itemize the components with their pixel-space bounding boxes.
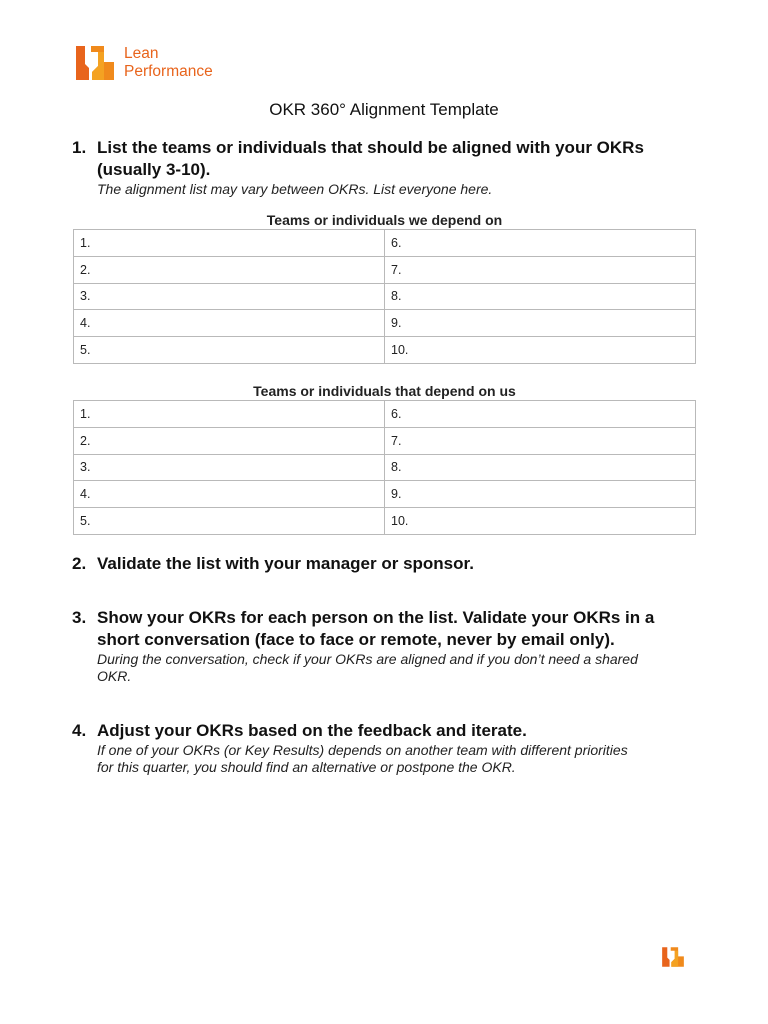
table-cell[interactable]: 1. <box>74 401 385 428</box>
step-3-heading <box>72 607 712 651</box>
table-cell[interactable]: 10. <box>385 508 696 535</box>
step-4-heading-text: Adjust your OKRs based on the feedback and iterate. <box>97 721 527 740</box>
step-1-note: The alignment list may vary between OKRs. List everyone here. <box>97 181 493 197</box>
lean-performance-logo-icon <box>74 42 116 84</box>
logo-line-performance: Performance <box>124 63 213 80</box>
step-1-heading-line2: (usually 3-10). <box>97 160 211 179</box>
table-1-caption: Teams or individuals we depend on <box>266 212 503 228</box>
step-4 <box>72 720 712 776</box>
table-cell[interactable]: 8. <box>385 283 696 310</box>
step-4-note-line1: If one of your OKRs (or Key Results) depends on another team with different priorities <box>97 742 628 758</box>
table-cell[interactable]: 9. <box>385 310 696 337</box>
document-title: OKR 360° Alignment Template <box>269 100 499 119</box>
step-1 <box>72 137 712 198</box>
footer-logo-icon <box>661 945 685 969</box>
step-4-number: 4. <box>72 721 87 740</box>
table-2-grid <box>73 400 696 535</box>
step-2-number: 2. <box>72 554 87 573</box>
step-2 <box>72 553 712 575</box>
table-cell[interactable]: 3. <box>74 283 385 310</box>
table-row <box>74 454 696 481</box>
table-row <box>74 401 696 428</box>
table-cell[interactable]: 2. <box>74 427 385 454</box>
table-2-caption: Teams or individuals that depend on us <box>253 383 516 399</box>
step-1-heading-line1: List the teams or individuals that should be aligned with your OKRs <box>97 138 644 157</box>
table-depend-on-us <box>73 382 696 535</box>
table-cell[interactable]: 3. <box>74 454 385 481</box>
step-3-note-line2: OKR. <box>97 668 132 684</box>
step-2-heading-text: Validate the list with your manager or sponsor. <box>97 554 474 573</box>
table-cell[interactable]: 5. <box>74 508 385 535</box>
table-cell[interactable]: 2. <box>74 256 385 283</box>
table-cell[interactable]: 4. <box>74 310 385 337</box>
step-3-note-line1: During the conversation, check if your OKRs are aligned and if you don’t need a shared <box>97 651 638 667</box>
table-cell[interactable]: 6. <box>385 401 696 428</box>
table-row <box>74 230 696 257</box>
step-3-note <box>97 651 712 685</box>
table-cell[interactable]: 10. <box>385 337 696 364</box>
table-row <box>74 283 696 310</box>
step-4-note-line2: for this quarter, you should find an alternative or postpone the OKR. <box>97 759 516 775</box>
step-3-heading-line1: Show your OKRs for each person on the list. Validate your OKRs in a <box>97 608 655 627</box>
table-row <box>74 481 696 508</box>
step-1-number: 1. <box>72 138 87 157</box>
table-cell[interactable]: 4. <box>74 481 385 508</box>
step-1-heading <box>72 137 712 181</box>
table-cell[interactable]: 8. <box>385 454 696 481</box>
table-cell[interactable]: 5. <box>74 337 385 364</box>
logo-line-lean: Lean <box>124 45 159 62</box>
table-cell[interactable]: 6. <box>385 230 696 257</box>
table-cell[interactable]: 9. <box>385 481 696 508</box>
step-3 <box>72 607 712 685</box>
step-2-heading <box>72 553 712 575</box>
table-cell[interactable]: 7. <box>385 427 696 454</box>
table-1-grid <box>73 229 696 364</box>
logo-wordmark <box>124 45 213 81</box>
step-3-number: 3. <box>72 608 87 627</box>
step-4-note <box>97 742 712 776</box>
table-row <box>74 427 696 454</box>
table-cell[interactable]: 7. <box>385 256 696 283</box>
table-cell[interactable]: 1. <box>74 230 385 257</box>
step-3-heading-line2: short conversation (face to face or remote, never by email only). <box>97 630 615 649</box>
table-row <box>74 508 696 535</box>
table-we-depend-on <box>73 211 696 364</box>
table-row <box>74 337 696 364</box>
company-logo <box>74 42 213 84</box>
table-row <box>74 310 696 337</box>
step-4-heading <box>72 720 712 742</box>
table-row <box>74 256 696 283</box>
